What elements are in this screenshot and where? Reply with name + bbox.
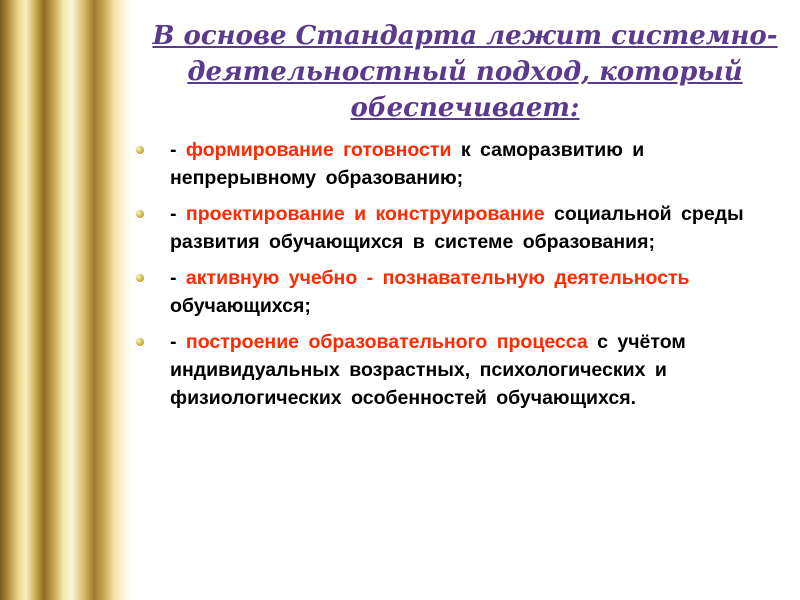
list-item bbox=[128, 328, 778, 412]
curtain-decoration bbox=[0, 0, 132, 600]
slide-title: В основе Стандарта лежит системно-деятельностный подход, который обеспечивает: bbox=[152, 21, 778, 123]
bullet-icon bbox=[136, 210, 144, 218]
bullet-icon bbox=[136, 146, 144, 154]
item-highlight: построение образовательного процесса bbox=[185, 331, 588, 353]
item-text: с учётом индивидуальных возрастных, психологических и физиологических особенностей обучающихся. bbox=[170, 331, 686, 409]
item-text: социальной среды развития обучающихся в системе образования; bbox=[170, 203, 744, 253]
item-prefix: - bbox=[170, 331, 186, 353]
list-item bbox=[128, 200, 778, 256]
item-highlight: формирование готовности bbox=[185, 139, 452, 161]
list-item bbox=[128, 264, 778, 320]
item-text: к саморазвитию и непрерывному образованию; bbox=[170, 139, 645, 189]
item-prefix: - bbox=[170, 203, 186, 225]
bullet-icon bbox=[136, 274, 144, 282]
bullet-icon bbox=[136, 338, 144, 346]
bullet-list bbox=[128, 136, 778, 420]
item-prefix: - bbox=[170, 139, 186, 161]
item-highlight: активную учебно - познавательную деятельность bbox=[185, 267, 690, 289]
item-text: обучающихся; bbox=[170, 295, 311, 317]
list-item bbox=[128, 136, 778, 192]
item-prefix: - bbox=[170, 267, 186, 289]
item-highlight: проектирование и конструирование bbox=[185, 203, 545, 225]
